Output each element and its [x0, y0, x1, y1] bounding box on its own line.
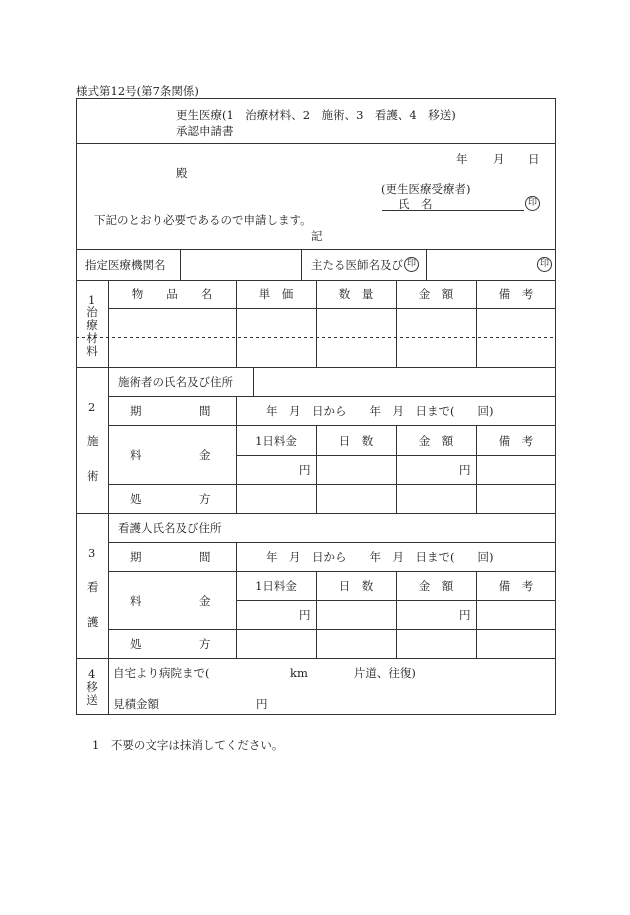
treatment-fee-header-days: 日 数	[338, 434, 374, 448]
practitioner-label: 施術者の氏名及び住所	[118, 375, 233, 389]
nursing-period-text: 年 月 日から 年 月 日まで( 回)	[266, 550, 494, 564]
nursing-prescription-label: 処 方	[130, 637, 211, 651]
date-year: 年	[456, 152, 468, 166]
doctor-seal: 印	[404, 257, 419, 272]
nurse-label: 看護人氏名及び住所	[118, 521, 222, 535]
nursing-fee-header-days: 日 数	[338, 579, 374, 593]
materials-header-amount: 金 額	[418, 287, 454, 301]
section2-label-2: 術	[87, 469, 99, 483]
footnote: 1 不要の文字は抹消してください。	[92, 738, 284, 752]
transport-route-text: 自宅より病院まで( km 片道、往復)	[113, 666, 416, 680]
nursing-fee-header-daily: 1日料金	[255, 579, 297, 593]
section3-number: 3	[88, 546, 96, 560]
form-subtitle: 承認申請書	[176, 124, 234, 138]
doctor-label: 主たる医師名及び	[311, 258, 403, 272]
section2-number: 2	[88, 400, 96, 414]
institution-seal: 印	[537, 257, 552, 272]
applicant-role: (更生医療受療者)	[381, 182, 471, 196]
section1-label: 治療材料	[86, 305, 98, 358]
materials-header-item: 物 品 名	[131, 287, 213, 301]
section4-number: 4	[88, 667, 96, 681]
treatment-fee-header-remarks: 備 考	[498, 434, 534, 448]
applicant-seal: 印	[525, 196, 540, 211]
applicant-name-label: 氏 名	[398, 197, 433, 211]
request-text: 下記のとおり必要であるので申請します。	[94, 213, 312, 227]
section2-label-1: 施	[87, 434, 99, 448]
addressee-label: 殿	[176, 166, 188, 180]
section1-number: 1	[88, 293, 96, 307]
treatment-fee-header-daily: 1日料金	[255, 434, 297, 448]
materials-header-unit-price: 単 価	[258, 287, 294, 301]
section4-label: 移送	[86, 680, 98, 707]
treatment-period-text: 年 月 日から 年 月 日まで( 回)	[266, 404, 494, 418]
nursing-fee-header-amount: 金 額	[418, 579, 454, 593]
treatment-yen-daily: 円	[299, 463, 311, 477]
nursing-period-label: 期 間	[130, 550, 211, 564]
transport-estimate-yen: 円	[256, 697, 268, 711]
nursing-fee-label: 料 金	[130, 594, 211, 608]
form-title: 更生医療(1 治療材料、2 施術、3 看護、4 移送)	[176, 108, 456, 122]
ki-label: 記	[311, 229, 323, 243]
nursing-yen-amount: 円	[459, 608, 471, 622]
transport-estimate-label: 見積金額	[113, 697, 159, 711]
section3-label-2: 護	[87, 615, 99, 629]
institution-label: 指定医療機関名	[85, 258, 166, 272]
materials-header-remarks: 備 考	[498, 287, 534, 301]
form-number: 様式第12号(第7条関係)	[76, 84, 199, 98]
nursing-fee-header-remarks: 備 考	[498, 579, 534, 593]
treatment-prescription-label: 処 方	[130, 492, 211, 506]
section3-label-1: 看	[87, 580, 99, 594]
treatment-yen-amount: 円	[459, 463, 471, 477]
treatment-period-label: 期 間	[130, 404, 211, 418]
treatment-fee-label: 料 金	[130, 448, 211, 462]
treatment-fee-header-amount: 金 額	[418, 434, 454, 448]
date-month: 月	[493, 152, 505, 166]
nursing-yen-daily: 円	[299, 608, 311, 622]
date-day: 日	[528, 152, 540, 166]
materials-header-quantity: 数 量	[338, 287, 374, 301]
